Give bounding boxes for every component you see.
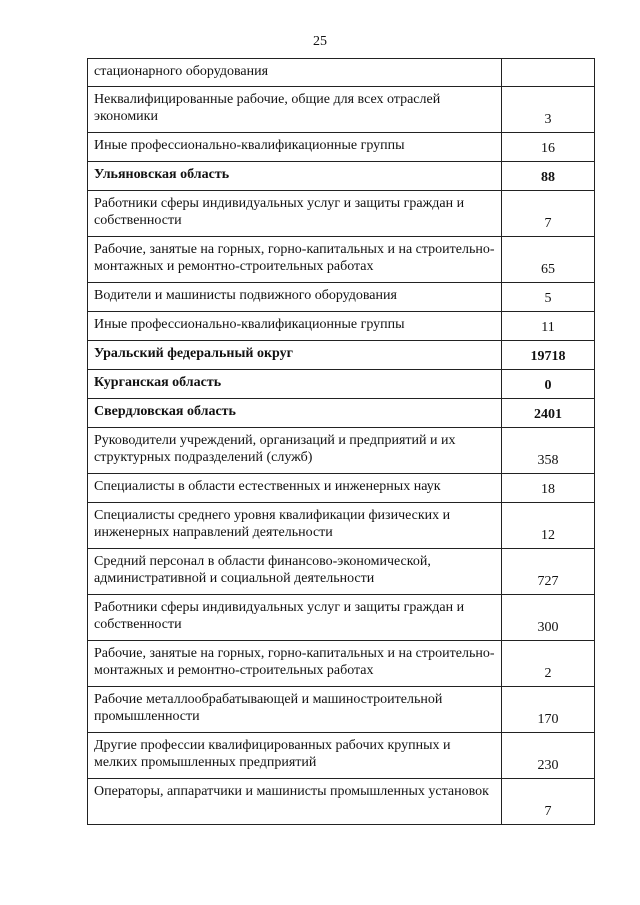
row-value: 230: [502, 733, 595, 779]
row-value: 16: [502, 133, 595, 162]
row-value: 18: [502, 474, 595, 503]
region-row: [88, 341, 595, 370]
table-row: [88, 549, 595, 595]
row-value: 12: [502, 503, 595, 549]
row-label: Уральский федеральный округ: [88, 341, 502, 370]
row-value: 2: [502, 641, 595, 687]
quota-table-body: [88, 59, 595, 825]
row-label: Иные профессионально-квалификационные группы: [88, 312, 502, 341]
row-label: Руководители учреждений, организаций и предприятий и их структурных подразделений (служб): [88, 428, 502, 474]
row-value: 88: [502, 162, 595, 191]
table-row: [88, 733, 595, 779]
row-label: Рабочие металлообрабатывающей и машиностроительной промышленности: [88, 687, 502, 733]
region-row: [88, 370, 595, 399]
row-label: Ульяновская область: [88, 162, 502, 191]
row-value: 727: [502, 549, 595, 595]
row-value: 5: [502, 283, 595, 312]
row-label: Иные профессионально-квалификационные группы: [88, 133, 502, 162]
row-value: 7: [502, 779, 595, 825]
table-row: [88, 474, 595, 503]
table-row: [88, 283, 595, 312]
row-value: 2401: [502, 399, 595, 428]
row-label: Средний персонал в области финансово-экономической, административной и социальной деятельности: [88, 549, 502, 595]
region-row: [88, 162, 595, 191]
table-row: [88, 687, 595, 733]
row-value: 19718: [502, 341, 595, 370]
table-row: [88, 133, 595, 162]
row-label: Рабочие, занятые на горных, горно-капитальных и на строительно-монтажных и ремонтно-строительных работах: [88, 641, 502, 687]
table-row: [88, 428, 595, 474]
row-value: 300: [502, 595, 595, 641]
row-label: Специалисты среднего уровня квалификации физических и инженерных направлений деятельности: [88, 503, 502, 549]
row-value: 358: [502, 428, 595, 474]
region-row: [88, 399, 595, 428]
row-label: Другие профессии квалифицированных рабочих крупных и мелких промышленных предприятий: [88, 733, 502, 779]
table-row: [88, 595, 595, 641]
row-value: 0: [502, 370, 595, 399]
row-value: 65: [502, 237, 595, 283]
page-number: 25: [313, 34, 327, 49]
row-label: Операторы, аппаратчики и машинисты промышленных установок: [88, 779, 502, 825]
row-value: 3: [502, 87, 595, 133]
table-row: [88, 237, 595, 283]
table-row: [88, 59, 595, 87]
row-label: Работники сферы индивидуальных услуг и защиты граждан и собственности: [88, 595, 502, 641]
row-label: Неквалифицированные рабочие, общие для всех отраслей экономики: [88, 87, 502, 133]
row-value: [502, 59, 595, 87]
table-row: [88, 191, 595, 237]
table-row: [88, 641, 595, 687]
row-value: 11: [502, 312, 595, 341]
table-row: [88, 312, 595, 341]
row-label: Работники сферы индивидуальных услуг и защиты граждан и собственности: [88, 191, 502, 237]
row-label: Специалисты в области естественных и инженерных наук: [88, 474, 502, 503]
table-row: [88, 87, 595, 133]
row-label: Водители и машинисты подвижного оборудования: [88, 283, 502, 312]
row-value: 170: [502, 687, 595, 733]
table-row: [88, 779, 595, 825]
row-label: Рабочие, занятые на горных, горно-капитальных и на строительно-монтажных и ремонтно-строительных работах: [88, 237, 502, 283]
row-label: Свердловская область: [88, 399, 502, 428]
quota-table: [87, 58, 595, 825]
table-row: [88, 503, 595, 549]
row-label: Курганская область: [88, 370, 502, 399]
row-value: 7: [502, 191, 595, 237]
row-label: стационарного оборудования: [88, 59, 502, 87]
